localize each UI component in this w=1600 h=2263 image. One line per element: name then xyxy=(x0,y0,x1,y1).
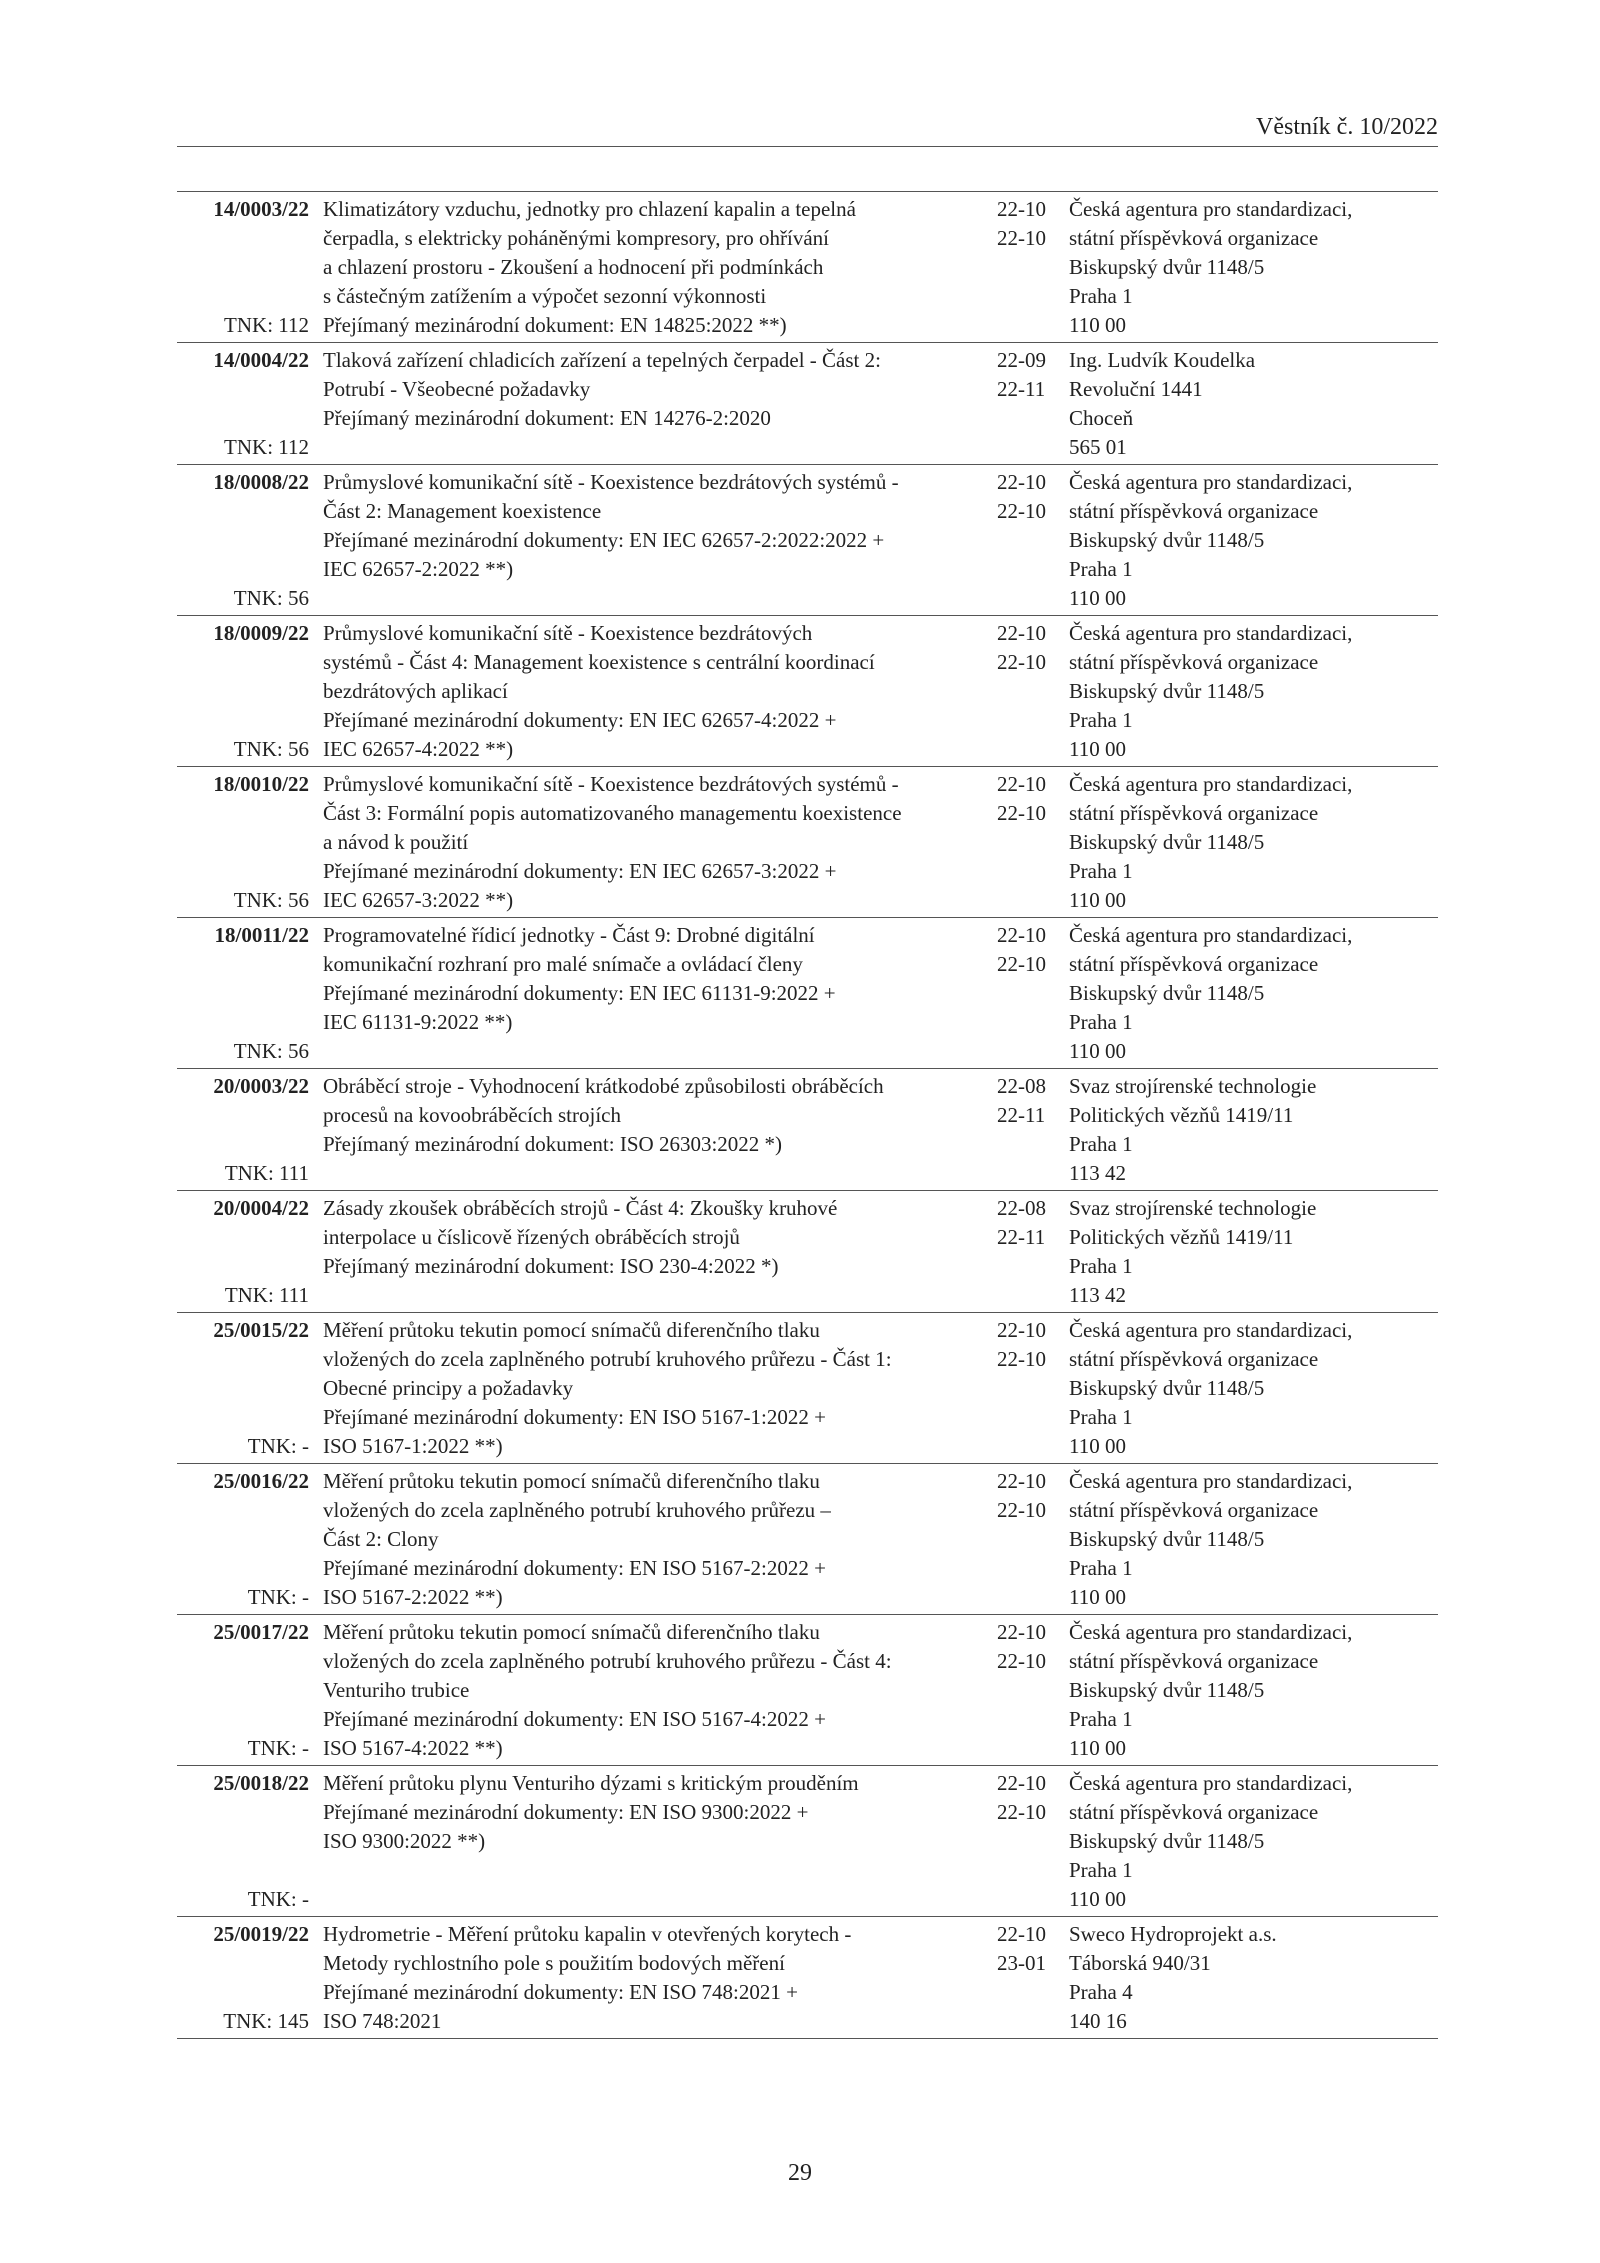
entry-contact xyxy=(1069,468,1438,613)
date-value: 22-10 xyxy=(997,1800,1046,1824)
contact-line: 110 00 xyxy=(1069,1736,1126,1760)
entry-id-cell xyxy=(177,1194,309,1310)
entry-tnk: TNK: 111 xyxy=(224,1161,309,1185)
table-row xyxy=(177,1069,1438,1191)
title-line: Metody rychlostního pole s použitím bodových měření xyxy=(323,1951,785,1975)
contact-line: 110 00 xyxy=(1069,1434,1126,1458)
contact-line: 110 00 xyxy=(1069,737,1126,761)
entry-title xyxy=(323,468,997,613)
title-line: a návod k použití xyxy=(323,830,469,854)
entry-contact xyxy=(1069,1072,1438,1188)
title-line: IEC 62657-2:2022 **) xyxy=(323,557,514,581)
title-line: Hydrometrie - Měření průtoku kapalin v otevřených korytech - xyxy=(323,1922,852,1946)
date-value: 22-10 xyxy=(997,1620,1046,1644)
table-row xyxy=(177,465,1438,616)
entry-tnk: TNK: 112 xyxy=(224,313,309,337)
entry-tnk: TNK: - xyxy=(247,1434,309,1458)
contact-line: státní příspěvková organizace xyxy=(1069,499,1319,523)
entry-title xyxy=(323,1194,997,1310)
contact-line: státní příspěvková organizace xyxy=(1069,226,1319,250)
table-row xyxy=(177,918,1438,1069)
title-line: Obráběcí stroje - Vyhodnocení krátkodobé způsobilosti obráběcích xyxy=(323,1074,884,1098)
contact-line: Praha 1 xyxy=(1069,1405,1133,1429)
entry-title xyxy=(323,1769,997,1914)
contact-line: státní příspěvková organizace xyxy=(1069,1800,1319,1824)
entry-dates xyxy=(997,195,1069,340)
date-value: 23-01 xyxy=(997,1951,1046,1975)
contact-line: Praha 1 xyxy=(1069,284,1133,308)
entry-contact xyxy=(1069,1618,1438,1763)
entry-number: 18/0008/22 xyxy=(213,470,309,494)
entry-title xyxy=(323,1467,997,1612)
table-row xyxy=(177,616,1438,767)
entry-id-cell xyxy=(177,1769,309,1914)
table-row xyxy=(177,1766,1438,1917)
title-line: Měření průtoku tekutin pomocí snímačů diferenčního tlaku xyxy=(323,1620,820,1644)
title-line: Přejímané mezinárodní dokumenty: EN ISO 5167-1:2022 + xyxy=(323,1405,826,1429)
title-line: Potrubí - Všeobecné požadavky xyxy=(323,377,591,401)
date-value: 22-10 xyxy=(997,1469,1046,1493)
contact-line: 110 00 xyxy=(1069,1039,1126,1063)
date-value: 22-08 xyxy=(997,1074,1046,1098)
journal-title: Věstník č. 10/2022 xyxy=(1256,114,1438,140)
contact-line: Svaz strojírenské technologie xyxy=(1069,1196,1317,1220)
contact-line: Choceň xyxy=(1069,406,1134,430)
table-row xyxy=(177,767,1438,918)
contact-line: Praha 1 xyxy=(1069,1707,1133,1731)
entry-number: 18/0009/22 xyxy=(213,621,309,645)
title-line: Přejímané mezinárodní dokumenty: EN IEC 61131-9:2022 + xyxy=(323,981,836,1005)
title-line: vložených do zcela zaplněného potrubí kruhového průřezu - Část 4: xyxy=(323,1649,892,1673)
entry-number: 14/0004/22 xyxy=(213,348,309,372)
title-line: Přejímaný mezinárodní dokument: ISO 230-4:2022 *) xyxy=(323,1254,779,1278)
entry-number: 25/0018/22 xyxy=(213,1771,309,1795)
table-row xyxy=(177,343,1438,465)
contact-line: Česká agentura pro standardizaci, xyxy=(1069,772,1353,796)
title-line: Přejímané mezinárodní dokumenty: EN IEC 62657-2:2022:2022 + xyxy=(323,528,885,552)
entry-tnk: TNK: 112 xyxy=(224,435,309,459)
title-line: Přejímaný mezinárodní dokument: EN 14276-2:2020 xyxy=(323,406,771,430)
contact-line: Praha 1 xyxy=(1069,1010,1133,1034)
date-value: 22-10 xyxy=(997,499,1046,523)
contact-line: 113 42 xyxy=(1069,1161,1126,1185)
title-line: Průmyslové komunikační sítě - Koexistence bezdrátových systémů - xyxy=(323,470,899,494)
contact-line: státní příspěvková organizace xyxy=(1069,650,1319,674)
date-value: 22-11 xyxy=(997,377,1046,401)
contact-line: Politických vězňů 1419/11 xyxy=(1069,1103,1294,1127)
title-line: ISO 5167-1:2022 **) xyxy=(323,1434,503,1458)
contact-line: Biskupský dvůr 1148/5 xyxy=(1069,528,1265,552)
contact-line: Česká agentura pro standardizaci, xyxy=(1069,470,1353,494)
contact-line: Revoluční 1441 xyxy=(1069,377,1203,401)
contact-line: Praha 1 xyxy=(1069,1858,1133,1882)
contact-line: Česká agentura pro standardizaci, xyxy=(1069,1771,1353,1795)
contact-line: 565 01 xyxy=(1069,435,1127,459)
contact-line: Biskupský dvůr 1148/5 xyxy=(1069,255,1265,279)
date-value: 22-10 xyxy=(997,1771,1046,1795)
title-line: ISO 748:2021 xyxy=(323,2009,442,2033)
entry-title xyxy=(323,770,997,915)
entry-tnk: TNK: - xyxy=(247,1887,309,1911)
title-line: vložených do zcela zaplněného potrubí kruhového průřezu – xyxy=(323,1498,831,1522)
title-line: Tlaková zařízení chladicích zařízení a tepelných čerpadel - Část 2: xyxy=(323,348,881,372)
date-value: 22-10 xyxy=(997,1347,1046,1371)
entry-number: 20/0004/22 xyxy=(213,1196,309,1220)
entry-id-cell xyxy=(177,195,309,340)
entry-contact xyxy=(1069,1194,1438,1310)
entry-dates xyxy=(997,1467,1069,1612)
title-line: Zásady zkoušek obráběcích strojů - Část 4: Zkoušky kruhové xyxy=(323,1196,838,1220)
title-line: Obecné principy a požadavky xyxy=(323,1376,574,1400)
entry-id-cell xyxy=(177,1920,309,2036)
date-value: 22-10 xyxy=(997,1649,1046,1673)
date-value: 22-10 xyxy=(997,952,1046,976)
contact-line: Ing. Ludvík Koudelka xyxy=(1069,348,1256,372)
title-line: interpolace u číslicově řízených obráběcích strojů xyxy=(323,1225,740,1249)
entry-id-cell xyxy=(177,346,309,462)
entry-number: 20/0003/22 xyxy=(213,1074,309,1098)
date-value: 22-10 xyxy=(997,1318,1046,1342)
contact-line: Sweco Hydroprojekt a.s. xyxy=(1069,1922,1277,1946)
title-line: Průmyslové komunikační sítě - Koexistence bezdrátových systémů - xyxy=(323,772,899,796)
entry-number: 25/0016/22 xyxy=(213,1469,309,1493)
table-row xyxy=(177,1615,1438,1766)
title-line: ISO 5167-2:2022 **) xyxy=(323,1585,503,1609)
contact-line: státní příspěvková organizace xyxy=(1069,801,1319,825)
entry-tnk: TNK: 56 xyxy=(233,888,309,912)
entry-number: 25/0019/22 xyxy=(213,1922,309,1946)
title-line: vložených do zcela zaplněného potrubí kruhového průřezu - Část 1: xyxy=(323,1347,892,1371)
title-line: Přejímané mezinárodní dokumenty: EN ISO 5167-2:2022 + xyxy=(323,1556,826,1580)
date-value: 22-10 xyxy=(997,801,1046,825)
contact-line: Politických vězňů 1419/11 xyxy=(1069,1225,1294,1249)
title-line: Klimatizátory vzduchu, jednotky pro chlazení kapalin a tepelná xyxy=(323,197,856,221)
entry-title xyxy=(323,195,997,340)
entry-dates xyxy=(997,346,1069,462)
contact-line: Praha 1 xyxy=(1069,859,1133,883)
title-line: Průmyslové komunikační sítě - Koexistence bezdrátových xyxy=(323,621,813,645)
entry-id-cell xyxy=(177,619,309,764)
entry-tnk: TNK: 56 xyxy=(233,1039,309,1063)
title-line: Přejímané mezinárodní dokumenty: EN ISO 9300:2022 + xyxy=(323,1800,809,1824)
entry-contact xyxy=(1069,1467,1438,1612)
entry-id-cell xyxy=(177,921,309,1066)
title-line: Programovatelné řídicí jednotky - Část 9: Drobné digitální xyxy=(323,923,815,947)
contact-line: Praha 1 xyxy=(1069,1254,1133,1278)
entry-id-cell xyxy=(177,1467,309,1612)
entry-contact xyxy=(1069,346,1438,462)
contact-line: Praha 1 xyxy=(1069,1556,1133,1580)
title-line: a chlazení prostoru - Zkoušení a hodnocení při podmínkách xyxy=(323,255,824,279)
entry-id-cell xyxy=(177,1618,309,1763)
contact-line: Biskupský dvůr 1148/5 xyxy=(1069,1829,1265,1853)
title-line: Přejímané mezinárodní dokumenty: EN ISO 748:2021 + xyxy=(323,1980,798,2004)
entry-dates xyxy=(997,1920,1069,2036)
entry-dates xyxy=(997,1194,1069,1310)
contact-line: Česká agentura pro standardizaci, xyxy=(1069,197,1353,221)
contact-line: Svaz strojírenské technologie xyxy=(1069,1074,1317,1098)
entry-number: 18/0010/22 xyxy=(213,772,309,796)
entry-contact xyxy=(1069,770,1438,915)
contact-line: Biskupský dvůr 1148/5 xyxy=(1069,981,1265,1005)
contact-line: Praha 1 xyxy=(1069,557,1133,581)
entry-id-cell xyxy=(177,468,309,613)
title-line: Měření průtoku plynu Venturiho dýzami s kritickým prouděním xyxy=(323,1771,859,1795)
contact-line: 110 00 xyxy=(1069,586,1126,610)
contact-line: Česká agentura pro standardizaci, xyxy=(1069,1318,1353,1342)
contact-line: 110 00 xyxy=(1069,313,1126,337)
contact-line: Česká agentura pro standardizaci, xyxy=(1069,621,1353,645)
title-line: Část 3: Formální popis automatizovaného managementu koexistence xyxy=(323,801,902,825)
entry-tnk: TNK: - xyxy=(247,1585,309,1609)
entry-contact xyxy=(1069,921,1438,1066)
entry-number: 14/0003/22 xyxy=(213,197,309,221)
date-value: 22-10 xyxy=(997,470,1046,494)
entry-contact xyxy=(1069,1769,1438,1914)
entry-number: 25/0017/22 xyxy=(213,1620,309,1644)
contact-line: Táborská 940/31 xyxy=(1069,1951,1211,1975)
date-value: 22-09 xyxy=(997,348,1046,372)
date-value: 22-11 xyxy=(997,1103,1046,1127)
entry-contact xyxy=(1069,619,1438,764)
title-line: ISO 5167-4:2022 **) xyxy=(323,1736,503,1760)
title-line: Měření průtoku tekutin pomocí snímačů diferenčního tlaku xyxy=(323,1469,820,1493)
contact-line: Biskupský dvůr 1148/5 xyxy=(1069,1376,1265,1400)
table-row xyxy=(177,1464,1438,1615)
date-value: 22-10 xyxy=(997,772,1046,796)
entry-contact xyxy=(1069,1920,1438,2036)
date-value: 22-08 xyxy=(997,1196,1046,1220)
entry-dates xyxy=(997,770,1069,915)
date-value: 22-10 xyxy=(997,650,1046,674)
entry-dates xyxy=(997,619,1069,764)
contact-line: státní příspěvková organizace xyxy=(1069,1347,1319,1371)
contact-line: státní příspěvková organizace xyxy=(1069,1498,1319,1522)
date-value: 22-10 xyxy=(997,923,1046,947)
title-line: Část 2: Clony xyxy=(323,1527,439,1551)
title-line: bezdrátových aplikací xyxy=(323,679,508,703)
entry-dates xyxy=(997,921,1069,1066)
entry-title xyxy=(323,1920,997,2036)
entry-dates xyxy=(997,1316,1069,1461)
entry-id-cell xyxy=(177,1072,309,1188)
title-line: procesů na kovoobráběcích strojích xyxy=(323,1103,621,1127)
contact-line: Biskupský dvůr 1148/5 xyxy=(1069,1678,1265,1702)
contact-line: Česká agentura pro standardizaci, xyxy=(1069,1469,1353,1493)
date-value: 22-10 xyxy=(997,226,1046,250)
contact-line: 113 42 xyxy=(1069,1283,1126,1307)
contact-line: Biskupský dvůr 1148/5 xyxy=(1069,1527,1265,1551)
title-line: Přejímaný mezinárodní dokument: EN 14825:2022 **) xyxy=(323,313,787,337)
entry-tnk: TNK: 56 xyxy=(233,586,309,610)
date-value: 22-10 xyxy=(997,1498,1046,1522)
contact-line: 110 00 xyxy=(1069,1585,1126,1609)
table-row xyxy=(177,1313,1438,1464)
page-header xyxy=(177,112,1438,147)
entry-title xyxy=(323,1316,997,1461)
title-line: s částečným zatížením a výpočet sezonní výkonnosti xyxy=(323,284,767,308)
entry-title xyxy=(323,619,997,764)
title-line: systémů - Část 4: Management koexistence s centrální koordinací xyxy=(323,650,875,674)
title-line: komunikační rozhraní pro malé snímače a ovládací členy xyxy=(323,952,803,976)
contact-line: Biskupský dvůr 1148/5 xyxy=(1069,830,1265,854)
entry-dates xyxy=(997,1769,1069,1914)
entry-number: 25/0015/22 xyxy=(213,1318,309,1342)
table-row xyxy=(177,1191,1438,1313)
contact-line: státní příspěvková organizace xyxy=(1069,952,1319,976)
entry-dates xyxy=(997,1072,1069,1188)
entry-tnk: TNK: 56 xyxy=(233,737,309,761)
contact-line: 110 00 xyxy=(1069,1887,1126,1911)
entry-tnk: TNK: - xyxy=(247,1736,309,1760)
entry-title xyxy=(323,921,997,1066)
entry-tnk: TNK: 145 xyxy=(223,2009,309,2033)
date-value: 22-10 xyxy=(997,1922,1046,1946)
contact-line: 110 00 xyxy=(1069,888,1126,912)
contact-line: Praha 1 xyxy=(1069,708,1133,732)
title-line: IEC 62657-4:2022 **) xyxy=(323,737,514,761)
entry-id-cell xyxy=(177,1316,309,1461)
contact-line: 140 16 xyxy=(1069,2009,1127,2033)
contact-line: Praha 4 xyxy=(1069,1980,1133,2004)
standards-table xyxy=(177,191,1438,2039)
title-line: IEC 62657-3:2022 **) xyxy=(323,888,514,912)
table-row xyxy=(177,192,1438,343)
title-line: IEC 61131-9:2022 **) xyxy=(323,1010,513,1034)
entry-contact xyxy=(1069,195,1438,340)
entry-contact xyxy=(1069,1316,1438,1461)
page-number: 29 xyxy=(788,2160,812,2186)
title-line: Přejímaný mezinárodní dokument: ISO 26303:2022 *) xyxy=(323,1132,783,1156)
contact-line: Česká agentura pro standardizaci, xyxy=(1069,1620,1353,1644)
entry-number: 18/0011/22 xyxy=(214,923,309,947)
table-row xyxy=(177,1917,1438,2039)
title-line: Část 2: Management koexistence xyxy=(323,499,602,523)
entry-tnk: TNK: 111 xyxy=(224,1283,309,1307)
contact-line: Biskupský dvůr 1148/5 xyxy=(1069,679,1265,703)
contact-line: Praha 1 xyxy=(1069,1132,1133,1156)
date-value: 22-11 xyxy=(997,1225,1046,1249)
entry-title xyxy=(323,1618,997,1763)
entry-title xyxy=(323,1072,997,1188)
date-value: 22-10 xyxy=(997,621,1046,645)
entry-dates xyxy=(997,1618,1069,1763)
contact-line: státní příspěvková organizace xyxy=(1069,1649,1319,1673)
entry-dates xyxy=(997,468,1069,613)
contact-line: Česká agentura pro standardizaci, xyxy=(1069,923,1353,947)
title-line: Přejímané mezinárodní dokumenty: EN IEC 62657-3:2022 + xyxy=(323,859,837,883)
title-line: ISO 9300:2022 **) xyxy=(323,1829,486,1853)
entry-id-cell xyxy=(177,770,309,915)
date-value: 22-10 xyxy=(997,197,1046,221)
entry-title xyxy=(323,346,997,462)
title-line: Přejímané mezinárodní dokumenty: EN IEC 62657-4:2022 + xyxy=(323,708,837,732)
title-line: čerpadla, s elektricky poháněnými kompresory, pro ohřívání xyxy=(323,226,829,250)
title-line: Venturiho trubice xyxy=(323,1678,470,1702)
title-line: Přejímané mezinárodní dokumenty: EN ISO 5167-4:2022 + xyxy=(323,1707,826,1731)
title-line: Měření průtoku tekutin pomocí snímačů diferenčního tlaku xyxy=(323,1318,820,1342)
